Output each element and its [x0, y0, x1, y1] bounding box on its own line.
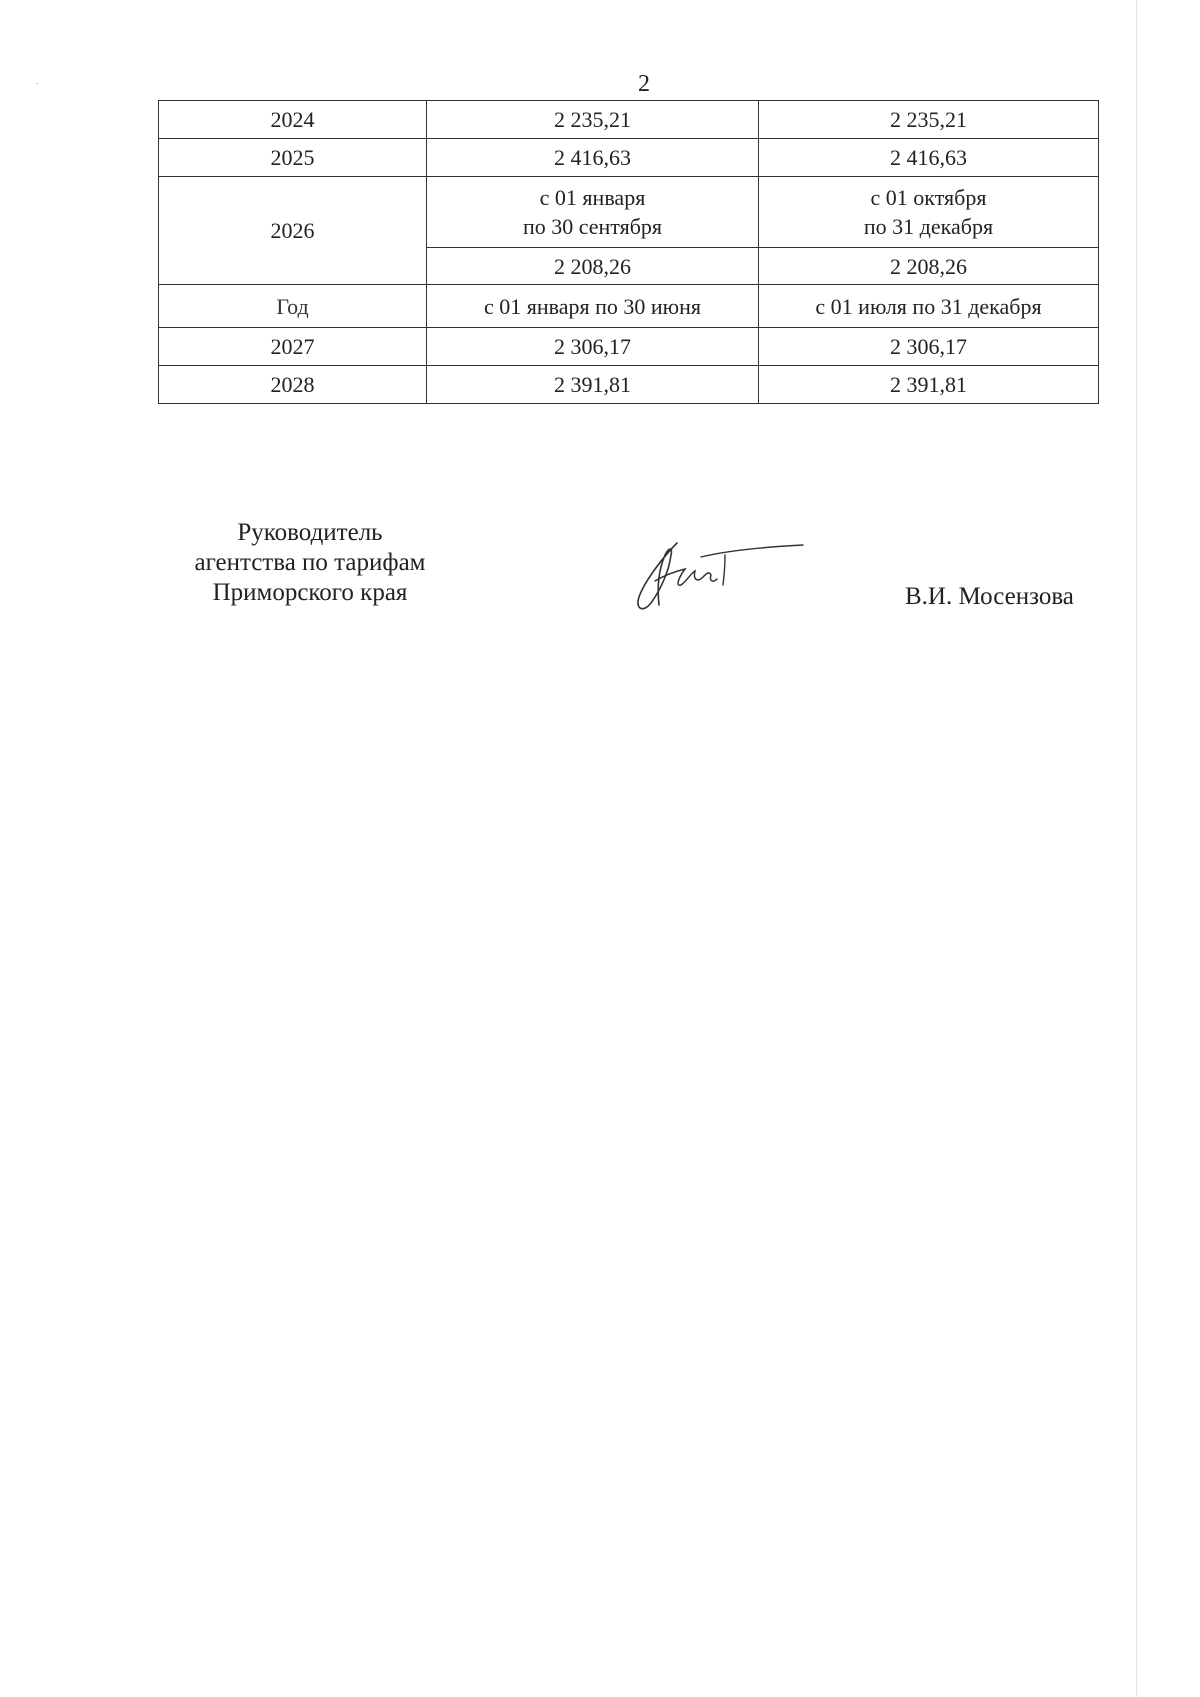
period-line: по 30 сентября — [522, 214, 663, 239]
position-line: Руководитель — [237, 519, 383, 546]
handwritten-signature — [625, 525, 815, 625]
table-cell-value: 2 306,17 — [759, 328, 1099, 366]
table-cell-year: 2025 — [159, 139, 427, 177]
table-row — [159, 101, 1099, 139]
table-header-period: с 01 июля по 31 декабря — [759, 285, 1099, 328]
table-cell-period — [427, 177, 759, 248]
table-cell-value: 2 391,81 — [759, 366, 1099, 404]
table-cell-value: 2 416,63 — [427, 139, 759, 177]
table-cell-value: 2 235,21 — [759, 101, 1099, 139]
position-line: Приморского края — [212, 579, 408, 606]
table-cell-year: 2028 — [159, 366, 427, 404]
table-cell-year: 2024 — [159, 101, 427, 139]
table-cell-value: 2 416,63 — [759, 139, 1099, 177]
table-row — [159, 139, 1099, 177]
position-line: агентства по тарифам — [194, 549, 426, 576]
table-header-year: Год — [159, 285, 427, 328]
table-cell-year: 2027 — [159, 328, 427, 366]
period-line: с 01 октября — [870, 185, 987, 210]
table-cell-value: 2 391,81 — [427, 366, 759, 404]
table-cell-period — [759, 177, 1099, 248]
table-cell-value: 2 208,26 — [759, 248, 1099, 285]
table-cell-value: 2 208,26 — [427, 248, 759, 285]
table-row — [159, 328, 1099, 366]
table-row-period-header — [159, 177, 1099, 248]
table-cell-value: 2 235,21 — [427, 101, 759, 139]
table-header-period: с 01 января по 30 июня — [427, 285, 759, 328]
page-number: 2 — [638, 71, 650, 97]
signer-name: В.И. Мосензова — [905, 583, 1074, 610]
table-cell-value: 2 306,17 — [427, 328, 759, 366]
period-line: по 31 декабря — [863, 214, 994, 239]
scan-edge-line — [1136, 0, 1137, 1697]
table-row — [159, 366, 1099, 404]
period-line: с 01 января — [539, 185, 646, 210]
signer-position — [160, 518, 460, 608]
table-cell-year: 2026 — [159, 177, 427, 285]
tariff-table — [158, 100, 1099, 404]
table-header-row — [159, 285, 1099, 328]
